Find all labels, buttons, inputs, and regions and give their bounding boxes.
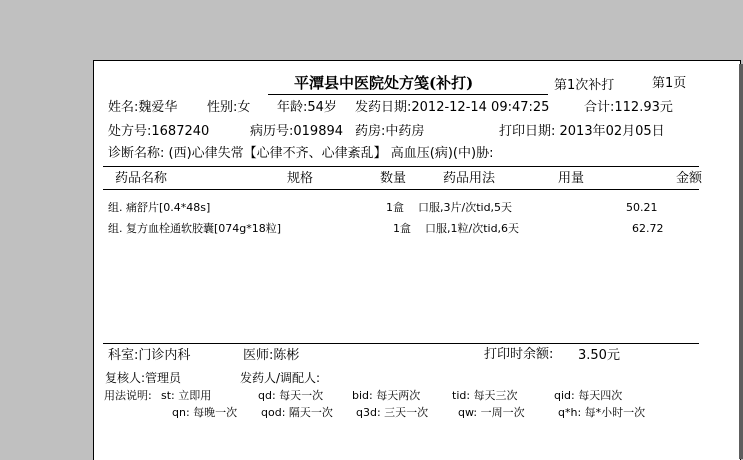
legend-item-qid: qid: 每天四次: [554, 389, 623, 402]
diagnosis: 诊断名称: (西)心律失常【心律不齐、心律紊乱】 高血压(病)(中)胁:: [108, 146, 494, 161]
reviewer: 复核人:管理员: [105, 371, 182, 385]
legend-item-bid: bid: 每天两次: [352, 389, 421, 402]
legend-item-qxh: q*h: 每*小时一次: [558, 406, 646, 419]
dispenser: 发药人/调配人:: [240, 371, 321, 385]
rx-number: 处方号:1687240: [108, 124, 210, 139]
reprint-count: 第1次补打: [554, 78, 615, 93]
header-rule-top: [103, 166, 699, 167]
doctor: 医师:陈彬: [243, 348, 300, 363]
header-rule-bottom: [103, 189, 699, 190]
table-row-2-amount: 62.72: [632, 222, 664, 235]
col-header-spec: 规格: [287, 171, 314, 186]
dispense-date: 发药日期:2012-12-14 09:47:25: [355, 100, 550, 115]
legend-item-qw: qw: 一周一次: [458, 406, 525, 419]
legend-item-tid: tid: 每天三次: [452, 389, 518, 402]
balance-value: 3.50元: [578, 348, 620, 363]
table-row-1-amount: 50.21: [626, 201, 658, 214]
print-date: 打印日期: 2013年02月05日: [499, 124, 665, 139]
legend-label: 用法说明:: [104, 389, 152, 402]
page-number: 第1页: [652, 76, 687, 91]
department: 科室:门诊内科: [108, 348, 191, 363]
total-amount: 合计:112.93元: [584, 100, 673, 115]
patient-gender: 性别:女: [207, 100, 251, 115]
patient-age: 年龄:54岁: [277, 100, 337, 115]
paper-shadow: [739, 64, 743, 459]
legend-item-q3d: q3d: 三天一次: [356, 406, 429, 419]
table-row-2-qty: 1盒: [393, 222, 411, 235]
table-row-1-qty: 1盒: [386, 201, 404, 214]
table-row-2-name: 组. 复方血栓通软胶囊[074g*18粒]: [108, 222, 282, 235]
table-row-1-name: 组. 痛舒片[0.4*48s]: [108, 201, 211, 214]
legend-item-qd: qd: 每天一次: [258, 389, 324, 402]
col-header-name: 药品名称: [115, 171, 168, 186]
col-header-qty: 数量: [380, 171, 407, 186]
legend-item-st: st: 立即用: [161, 389, 212, 402]
footer-rule: [103, 343, 699, 344]
table-row-1-usage: 口服,3片/次tid,5天: [418, 201, 513, 214]
col-header-dosage: 用量: [558, 171, 585, 186]
col-header-amount: 金额: [676, 171, 703, 186]
table-row-2-usage: 口服,1粒/次tid,6天: [425, 222, 520, 235]
legend-item-qod: qod: 隔天一次: [261, 406, 333, 419]
balance-label: 打印时余额:: [484, 347, 554, 362]
legend-item-qn: qn: 每晚一次: [172, 406, 238, 419]
col-header-usage: 药品用法: [443, 171, 496, 186]
record-number: 病历号:019894: [250, 124, 344, 139]
prescription-title: 平潭县中医院处方笺(补打): [294, 74, 474, 92]
pharmacy: 药房:中药房: [355, 124, 425, 139]
title-underline: [268, 94, 548, 95]
patient-name: 姓名:魏爱华: [108, 100, 178, 115]
